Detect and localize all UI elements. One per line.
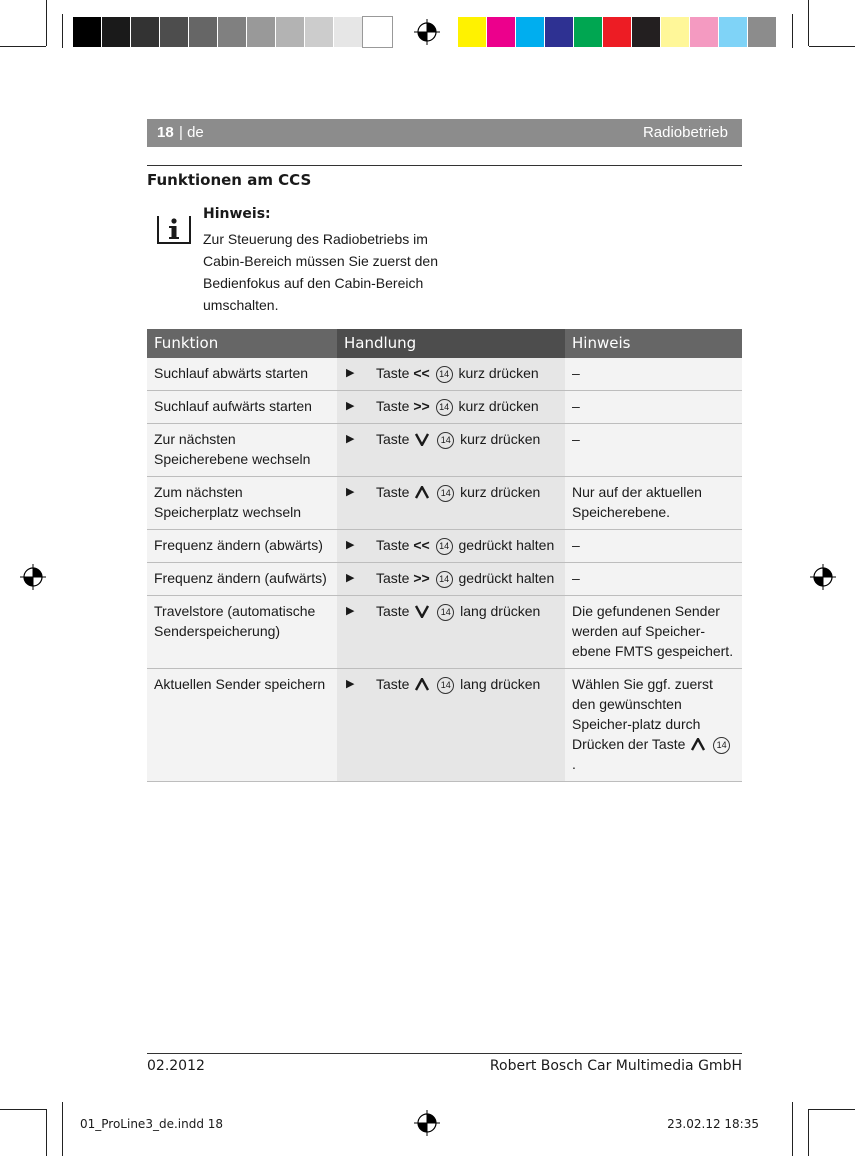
section-title: Funktionen am CCS <box>147 171 312 189</box>
color-swatch <box>305 17 334 47</box>
color-swatch <box>574 17 603 47</box>
action-text <box>376 482 558 522</box>
gray-swatch-strip <box>73 17 392 47</box>
crop-mark <box>46 0 47 46</box>
function-table <box>147 329 742 782</box>
key-reference-number: 14 <box>436 538 453 555</box>
cell-handlung <box>337 596 565 668</box>
cell-hinweis <box>565 477 742 529</box>
taste-label: Taste <box>376 431 410 447</box>
registration-mark-icon <box>20 564 46 590</box>
bullet-arrow-icon: ▶ <box>346 486 355 498</box>
action-verb: lang drücken <box>460 676 541 692</box>
slug-filename: 01_ProLine3_de.indd 18 <box>80 1117 224 1131</box>
divider <box>147 165 742 166</box>
color-swatch <box>363 17 392 47</box>
bullet-arrow-icon: ▶ <box>346 605 355 617</box>
chevron-up-icon <box>415 678 429 691</box>
table-row <box>147 563 742 596</box>
table-row <box>147 530 742 563</box>
cell-handlung <box>337 358 565 390</box>
taste-label: Taste <box>376 365 410 381</box>
cell-funktion: Zur nächsten Speicherebene wechseln <box>147 424 337 476</box>
taste-label: Taste <box>376 676 410 692</box>
action-verb: kurz drücken <box>458 398 539 414</box>
crop-mark <box>809 1109 855 1110</box>
section-name: Radiobetrieb <box>642 124 728 141</box>
cell-funktion: Aktuellen Sender speichern <box>147 669 337 781</box>
taste-label: Taste <box>376 398 410 414</box>
table-row <box>147 424 742 477</box>
registration-mark-icon <box>414 19 440 45</box>
bullet-arrow-icon: ▶ <box>346 539 355 551</box>
cell-funktion: Zum nächsten Speicherplatz wechseln <box>147 477 337 529</box>
page-number: 18 <box>157 124 174 141</box>
bullet-arrow-icon: ▶ <box>346 678 355 690</box>
color-swatch <box>487 17 516 47</box>
action-text <box>376 363 558 383</box>
cell-handlung <box>337 563 565 595</box>
color-swatch <box>661 17 690 47</box>
hinweis-text: – <box>572 537 580 553</box>
table-header <box>147 329 742 358</box>
footer-company: Robert Bosch Car Multimedia GmbH <box>489 1058 742 1074</box>
cell-funktion: Frequenz ändern (abwärts) <box>147 530 337 562</box>
crop-mark <box>808 0 809 46</box>
taste-label: Taste <box>376 570 410 586</box>
bullet-arrow-icon: ▶ <box>346 572 355 584</box>
chevron-down-icon <box>415 433 429 446</box>
action-text <box>376 601 558 661</box>
hinweis-text: Nur auf der aktuellen Speicherebene. <box>572 484 702 520</box>
bullet-arrow-icon: ▶ <box>346 433 355 445</box>
color-swatch <box>458 17 487 47</box>
chevron-up-icon <box>415 486 429 499</box>
color-swatch <box>218 17 247 47</box>
divider <box>147 1053 742 1054</box>
crop-mark <box>62 14 63 48</box>
cell-hinweis <box>565 563 742 595</box>
crop-mark <box>792 1102 793 1156</box>
hinweis-text: – <box>572 398 580 414</box>
action-verb: gedrückt halten <box>458 537 555 553</box>
color-swatch <box>516 17 545 47</box>
table-row <box>147 669 742 782</box>
color-swatch <box>545 17 574 47</box>
cell-funktion: Frequenz ändern (aufwärts) <box>147 563 337 595</box>
table-body <box>147 358 742 782</box>
action-verb: lang drücken <box>460 603 541 619</box>
note-heading: Hinweis: <box>203 206 271 222</box>
color-swatch <box>131 17 160 47</box>
registration-mark-icon <box>414 1110 440 1136</box>
column-header-handlung: Handlung <box>337 329 565 358</box>
taste-label: Taste <box>376 603 410 619</box>
key-symbol: >> <box>413 398 430 414</box>
cell-funktion: Suchlauf abwärts starten <box>147 358 337 390</box>
color-swatch <box>719 17 748 47</box>
color-swatch <box>276 17 305 47</box>
key-symbol: << <box>413 365 430 381</box>
color-swatch <box>334 17 363 47</box>
table-row <box>147 596 742 669</box>
bullet-arrow-icon: ▶ <box>346 367 355 379</box>
cell-funktion: Suchlauf aufwärts starten <box>147 391 337 423</box>
table-row <box>147 358 742 391</box>
action-verb: kurz drücken <box>460 431 541 447</box>
cell-hinweis <box>565 669 742 781</box>
action-verb: kurz drücken <box>458 365 539 381</box>
page-header <box>147 119 742 147</box>
info-icon <box>157 210 191 244</box>
language-label: | de <box>179 124 204 141</box>
chevron-down-icon <box>415 605 429 618</box>
action-verb: gedrückt halten <box>458 570 555 586</box>
note-text: Zur Steuerung des Radiobetriebs im Cabin-Bereich müssen Sie zuerst den Bedienfokus auf den Cabin-Bereich umschalten. <box>203 231 439 313</box>
color-swatch <box>748 17 777 47</box>
hinweis-suffix: . <box>572 756 576 772</box>
cell-hinweis <box>565 391 742 423</box>
cell-hinweis <box>565 358 742 390</box>
color-swatch <box>160 17 189 47</box>
cell-funktion: Travelstore (automatische Senderspeicherung) <box>147 596 337 668</box>
color-swatch <box>603 17 632 47</box>
cell-handlung <box>337 477 565 529</box>
cell-handlung <box>337 669 565 781</box>
hinweis-text: Wählen Sie ggf. zuerst den gewünschten Speicher-platz durch Drücken der <box>572 676 713 752</box>
key-reference-number: 14 <box>436 571 453 588</box>
hinweis-text: – <box>572 570 580 586</box>
action-verb: kurz drücken <box>460 484 541 500</box>
crop-mark <box>62 1102 63 1156</box>
table-row <box>147 477 742 530</box>
key-symbol: >> <box>413 570 430 586</box>
color-swatch <box>247 17 276 47</box>
key-reference-number: 14 <box>713 737 730 754</box>
key-reference-number: 14 <box>437 485 454 502</box>
column-header-hinweis: Hinweis <box>572 334 631 352</box>
key-reference-number: 14 <box>437 677 454 694</box>
slug-timestamp: 23.02.12 18:35 <box>667 1117 759 1131</box>
color-swatch <box>632 17 661 47</box>
crop-mark <box>0 46 46 47</box>
crop-mark <box>0 1109 46 1110</box>
table-row <box>147 391 742 424</box>
cell-handlung <box>337 391 565 423</box>
cell-handlung <box>337 424 565 476</box>
taste-label: Taste <box>376 537 410 553</box>
action-text <box>376 535 558 555</box>
color-swatch-strip <box>458 17 777 47</box>
cell-hinweis <box>565 424 742 476</box>
crop-mark <box>809 46 855 47</box>
taste-label: Taste <box>651 736 686 752</box>
hinweis-text: – <box>572 365 580 381</box>
crop-mark <box>46 1109 47 1156</box>
key-reference-number: 14 <box>436 366 453 383</box>
registration-mark-icon <box>810 564 836 590</box>
bullet-arrow-icon: ▶ <box>346 400 355 412</box>
cell-hinweis <box>565 596 742 668</box>
key-reference-number: 14 <box>437 432 454 449</box>
taste-label: Taste <box>376 484 410 500</box>
hinweis-text: – <box>572 431 580 447</box>
footer-date: 02.2012 <box>147 1058 205 1074</box>
crop-mark <box>792 14 793 48</box>
color-swatch <box>690 17 719 47</box>
chevron-up-icon <box>691 738 705 751</box>
cell-handlung <box>337 530 565 562</box>
key-reference-number: 14 <box>436 399 453 416</box>
key-reference-number: 14 <box>437 604 454 621</box>
key-symbol: << <box>413 537 430 553</box>
hinweis-text: Die gefundenen Sender werden auf Speicher-ebene FMTS gespeichert. <box>572 603 734 659</box>
column-header-funktion: Funktion <box>154 334 219 352</box>
action-text <box>376 396 558 416</box>
cell-hinweis <box>565 530 742 562</box>
action-text <box>376 429 558 469</box>
color-swatch <box>102 17 131 47</box>
color-swatch <box>73 17 102 47</box>
action-text <box>376 568 558 588</box>
color-swatch <box>189 17 218 47</box>
crop-mark <box>808 1109 809 1156</box>
action-text <box>376 674 558 774</box>
